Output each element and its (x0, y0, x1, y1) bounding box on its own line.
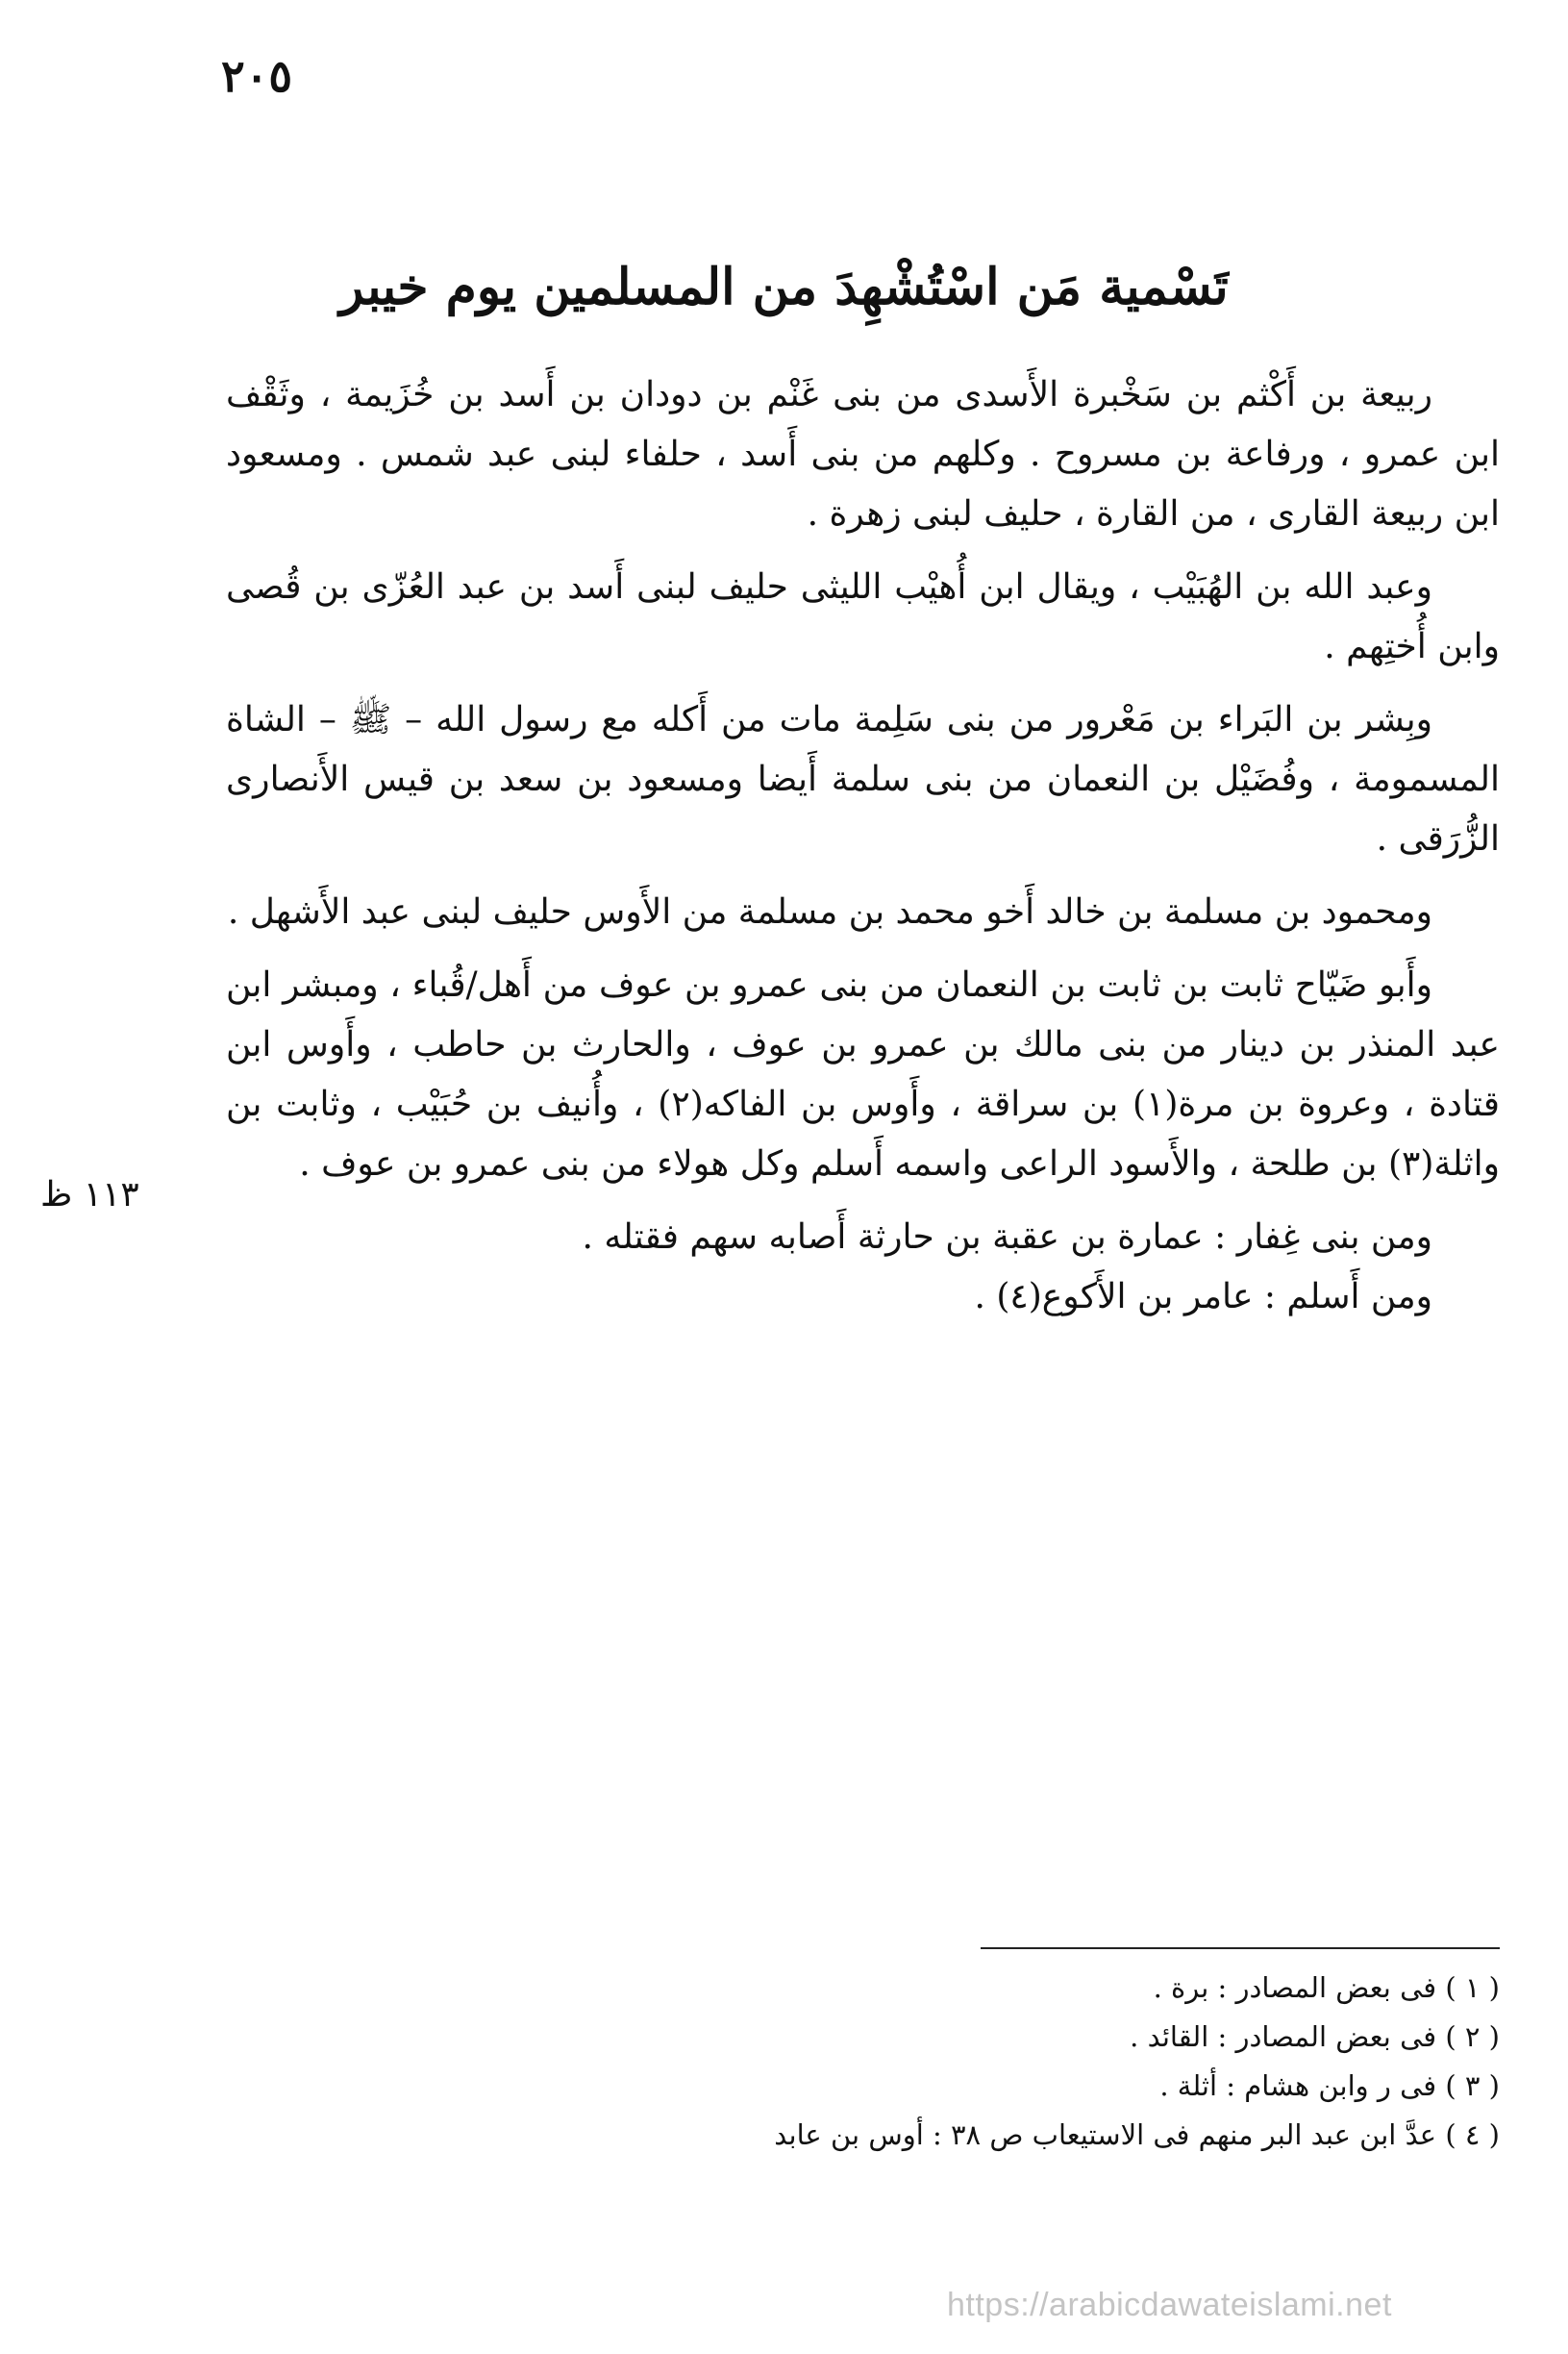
footnote-divider (981, 1947, 1500, 1949)
footnote: ( ٢ ) فى بعض المصادر : القائد . (1130, 2020, 1500, 2053)
footnotes (481, 1964, 1500, 2160)
watermark-url: https://arabicdawateislami.net (947, 2287, 1392, 2323)
page-number: ٢٠٥ (221, 50, 293, 102)
indented-line: ومن بنى غِفار : عمارة بن عقبة بن حارثة أَصابه سهم فقتله . (582, 1217, 1432, 1257)
manuscript-folio-note: ١١٣ ظ (40, 1175, 139, 1215)
chapter-title: تَسْمية مَن اسْتُشْهِدَ من المسلمين يوم خيبر (339, 258, 1229, 316)
footnote: ( ١ ) فى بعض المصادر : برة . (1153, 1971, 1500, 2004)
paragraph: ومحمود بن مسلمة بن خالد أَخو محمد بن مسلمة من الأَوس حليف لبنى عبد الأَشهل . (227, 892, 1432, 932)
footnote: ( ٤ ) عدَّ ابن عبد البر منهم فى الاستيعاب ص ٣٨ : أوس بن عابد (774, 2118, 1500, 2151)
footnote: ( ٣ ) فى ر وابن هشام : أثلة . (1159, 2069, 1500, 2102)
paragraph: وأَبو ضَيّاح ثابت بن ثابت بن النعمان من بنى عمرو بن عوف من أَهل/قُباء ، ومبشر ابن عبد المنذر بن دينار من بنى مالك بن عمرو بن عوف ، والحارث بن حاطب ، وأَوس ابن قتادة ، وعروة بن مرة(١) بن سراقة ، وأَوس بن الفاكه(٢) ، وأُنيف بن حُبَيْب ، وثابت بن واثلة(٣) بن طلحة ، والأَسود الراعى واسمه أَسلم وكل هولاء من بنى عمرو بن عوف . (226, 965, 1501, 1184)
paragraph: ربيعة بن أَكْثم بن سَخْبرة الأَسدى من بنى غَنْم بن دودان بن أَسد بن خُزَيمة ، وثَقْف ابن عمرو ، ورفاعة بن مسروح . وكلهم من بنى أَسد ، حلفاء لبنى عبد شمس . ومسعود ابن ربيعة القارى ، من القارة ، حليف لبنى زهرة . (226, 375, 1500, 534)
paragraph: وعبد الله بن الهُبَيْب ، ويقال ابن أُهيْب الليثى حليف لبنى أَسد بن عبد العُزّى بن قُصى وابن أُختِهم . (226, 567, 1500, 666)
main-text (226, 365, 1500, 1327)
indented-line: ومن أَسلم : عامر بن الأَكوع(٤) . (974, 1277, 1432, 1316)
paragraph: وبِشر بن البَراء بن مَعْرور من بنى سَلِمة مات من أَكله مع رسول الله – ﷺ – الشاة المسمومة ، وفُضَيْل بن النعمان من بنى سلمة أَيضا ومسعود بن سعد بن قيس الأَنصارى الزُّرَقى . (226, 700, 1500, 859)
